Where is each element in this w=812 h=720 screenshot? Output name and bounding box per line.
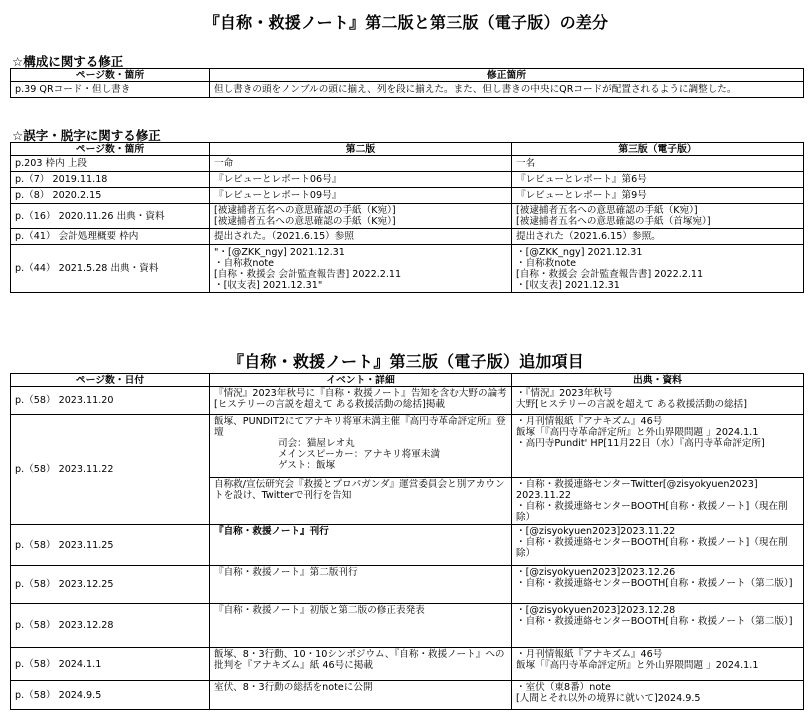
location-cell: p.（58） 2023.11.25 bbox=[11, 525, 210, 566]
second-edition-cell: 『レビューとレポート09号』 bbox=[210, 188, 512, 204]
table-row bbox=[11, 172, 804, 188]
location-cell: p.（58） 2023.12.25 bbox=[11, 566, 210, 604]
event-cell: 自称救/宣伝研究会『救援とプロパガンダ』運営委員会と別アカウントを設け、Twitterで刊行を告知 bbox=[210, 478, 512, 525]
table-row bbox=[11, 82, 804, 98]
column-header: ページ数・箇所 bbox=[11, 69, 210, 82]
location-cell: p.（58） 2023.12.28 bbox=[11, 604, 210, 648]
location-cell: p.（16） 2020.11.26 出典・資料 bbox=[11, 204, 210, 229]
event-cell: 『自称・救援ノート』刊行 bbox=[210, 525, 512, 566]
source-cell: ・月刊情報紙『アナキズム』46号 飯塚「『高円寺革命評定所』と外山界隈問題 」2024.1.1 ・高円寺Pundit' HP[11月22日（水）『高円寺革命評定所] bbox=[512, 415, 804, 478]
second-edition-cell: 『レビューとレポート06号』 bbox=[210, 172, 512, 188]
event-cell: 飯塚、8・3行動、10・10シンポジウム、『自称・救援ノート』への批判を『アナキズム』紙 46号に掲載 bbox=[210, 648, 512, 681]
source-cell: ・[@zisyokyuen2023]2023.12.28 ・自称・救援連絡センターBOOTH[自称・救援ノート（第二版）] bbox=[512, 604, 804, 648]
location-cell: p.（58） 2024.9.5 bbox=[11, 681, 210, 710]
additions-title: 『自称・救援ノート』第三版（電子版）追加項目 bbox=[228, 352, 584, 371]
table-row bbox=[11, 525, 804, 566]
location-cell: p.（41） 会計処理概要 枠内 bbox=[11, 229, 210, 245]
column-header: 修正箇所 bbox=[210, 69, 804, 82]
location-cell: p.（58） 2023.11.20 bbox=[11, 387, 210, 415]
second-edition-cell: 一命 bbox=[210, 156, 512, 172]
errata-table bbox=[10, 142, 804, 293]
column-header: 出典・資料 bbox=[512, 374, 804, 387]
table-header-row bbox=[11, 374, 804, 387]
source-cell: ・室伏（東8番）note [人間とそれ以外の境界に就いて]2024.9.5 bbox=[512, 681, 804, 710]
source-cell: ・[@zisyokyuen2023]2023.12.26 ・自称・救援連絡センターBOOTH[自称・救援ノート（第二版）] bbox=[512, 566, 804, 604]
event-cell: 『自称・救援ノート』初版と第二版の修正表発表 bbox=[210, 604, 512, 648]
event-cell: 室伏、8・3行動の総括をnoteに公開 bbox=[210, 681, 512, 710]
third-edition-cell: 『レビューとレポート』第6号 bbox=[512, 172, 804, 188]
location-cell: p.（58） 2023.11.22 bbox=[11, 415, 210, 525]
errata-section-heading: ☆誤字・脱字に関する修正 bbox=[12, 128, 161, 143]
source-cell: ・月刊情報紙『アナキズム』46号 飯塚「『高円寺革命評定所』と外山界隈問題 」2024.1.1 bbox=[512, 648, 804, 681]
table-header-row bbox=[11, 143, 804, 156]
column-header: イベント・詳細 bbox=[210, 374, 512, 387]
source-cell: ・[@zisyokyuen2023]2023.11.22 ・自称・救援連絡センターBOOTH[自称・救援ノート]（現在削除） bbox=[512, 525, 804, 566]
third-edition-cell: 一名 bbox=[512, 156, 804, 172]
second-edition-cell: 提出された。（2021.6.15）参照 bbox=[210, 229, 512, 245]
column-header: ページ数・箇所 bbox=[11, 143, 210, 156]
second-edition-cell: [被逮捕者五名への意思確認の手紙（K宛）] [被逮捕者五名への意思確認の手紙（K宛）] bbox=[210, 204, 512, 229]
table-row bbox=[11, 156, 804, 172]
column-header: 第三版（電子版） bbox=[512, 143, 804, 156]
table-row bbox=[11, 604, 804, 648]
event-cell: 『情況』2023年秋号に『自称・救援ノート』告知を含む大野の論考[ヒステリーの言説を超えて ある救援活動の総括]掲載 bbox=[210, 387, 512, 415]
structure-fix-table bbox=[10, 68, 804, 98]
table-row bbox=[11, 387, 804, 415]
third-edition-cell: [被逮捕者五名への意思確認の手紙（K宛）] [被逮捕者五名への意思確認の手紙（首塚宛）] bbox=[512, 204, 804, 229]
third-edition-cell: ・[@ZKK_ngy] 2021.12.31 ・自称救note [自称・救援会 会計監査報告書] 2022.2.11 ・[収支表] 2021.12.31 bbox=[512, 245, 804, 293]
location-cell: p.（44） 2021.5.28 出典・資料 bbox=[11, 245, 210, 293]
table-header-row bbox=[11, 69, 804, 82]
event-cell: 飯塚、PUNDIT2にてアナキリ将軍未満主催『高円寺革命評定所』登壇 司会：猫屋レオ丸 メインスピーカー：アナキリ将軍未満 ゲスト：飯塚 bbox=[210, 415, 512, 478]
table-row bbox=[11, 566, 804, 604]
third-edition-cell: 提出された（2021.6.15）参照。 bbox=[512, 229, 804, 245]
third-edition-cell: 『レビューとレポート』第9号 bbox=[512, 188, 804, 204]
table-row bbox=[11, 648, 804, 681]
source-cell: ・自称・救援連絡センターTwitter[@zisyokyuen2023] 2023.11.22 ・自称・救援連絡センターBOOTH[自称・救援ノート]（現在削除） bbox=[512, 478, 804, 525]
location-cell: p.（58） 2024.1.1 bbox=[11, 648, 210, 681]
table-row bbox=[11, 204, 804, 229]
table-row bbox=[11, 245, 804, 293]
second-edition-cell: "・[@ZKK_ngy] 2021.12.31 ・自称救note [自称・救援会 会計監査報告書] 2022.2.11 ・[収支表] 2021.12.31" bbox=[210, 245, 512, 293]
additions-table bbox=[10, 373, 804, 710]
structure-section-heading: ☆構成に関する修正 bbox=[12, 54, 124, 69]
table-row bbox=[11, 188, 804, 204]
location-cell: p.39 QRコード・但し書き bbox=[11, 82, 210, 98]
location-cell: p.203 枠内 上段 bbox=[11, 156, 210, 172]
event-cell: 『自称・救援ノート』第二版刊行 bbox=[210, 566, 512, 604]
fix-cell: 但し書きの頭をノンブルの頭に揃え、列を段に揃えた。また、但し書きの中央にQRコードが配置されるように調整した。 bbox=[210, 82, 804, 98]
table-row bbox=[11, 681, 804, 710]
table-row bbox=[11, 229, 804, 245]
source-cell: ・『情況』2023年秋号 大野[ヒステリーの言説を超えて ある救援活動の総括] bbox=[512, 387, 804, 415]
location-cell: p.（8） 2020.2.15 bbox=[11, 188, 210, 204]
page-title: 『自称・救援ノート』第二版と第三版（電子版）の差分 bbox=[203, 13, 609, 32]
column-header: 第二版 bbox=[210, 143, 512, 156]
table-row bbox=[11, 415, 804, 478]
location-cell: p.（7） 2019.11.18 bbox=[11, 172, 210, 188]
column-header: ページ数・日付 bbox=[11, 374, 210, 387]
